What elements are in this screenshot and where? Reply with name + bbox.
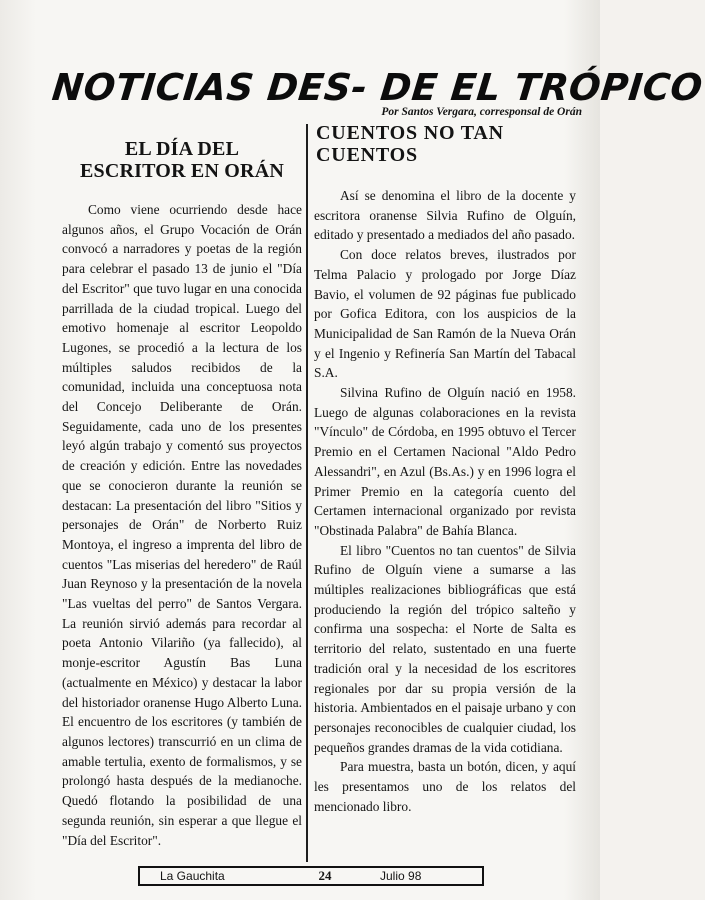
left-article	[62, 138, 302, 850]
left-article-title	[62, 138, 302, 182]
right-article-paragraph-2: Con doce relatos breves, ilustrados por Telma Palacio y prologado por Jorge Díaz Bavio, el volumen de 92 páginas fue publicado por Gofica Editora, con los auspicios de la Municipalidad de San Ramón de la Nueva Orán y el Ingenio y Refinería San Martín del Tabacal S.A.	[314, 247, 576, 381]
left-title-line-1: EL DÍA DEL	[124, 138, 240, 160]
left-title-line-2: ESCRITOR EN ORÁN	[80, 160, 284, 182]
footer-date: Julio 98	[380, 869, 422, 883]
footer-publication: La Gauchita	[160, 869, 225, 883]
section-masthead: NOTICIAS DES- DE EL TRÓPICO	[50, 66, 705, 109]
right-article-paragraph-4: El libro "Cuentos no tan cuentos" de Silvia Rufino de Olguín viene a sumarse a las múltiples realizaciones bibliográficas que está produciendo la región del trópico salteño y confirma una sospecha: el Norte de Salta es territorio del relato, sustentado en una fuerte tradición oral y la necesidad de los escritores regionales por dar su propia versión de la historia. Ambientados en el paisaje urbano y con personajes reconocibles de cualquier ciudad, los pequeños grandes dramas de la vida cotidiana.	[314, 542, 576, 755]
left-article-paragraph: Como viene ocurriendo desde hace algunos años, el Grupo Vocación de Orán convocó a narradores y poetas de la región para celebrar el pasado 13 de junio el "Día del Escritor" que tuvo lugar en una conocida parrillada de la ciudad tropical. Luego del emotivo homenaje al escritor Leopoldo Lugones, se procedió a la lectura de los múltiples saludos recibidos de la comunidad, incluida una conceptuosa nota del Concejo Deliberante de Orán. Seguidamente, cada uno de los presentes leyó algún trabajo y comentó sus proyectos de creación y edición. Entre las novedades que se conocieron durante la reunión se destacan: La presentación del libro "Sitios y personajes de Orán" de Norberto Ruiz Montoya, el ingreso a imprenta del libro de cuentos "Las miserias del heredero" de Raúl Juan Reynoso y la presentación de la novela "Las vueltas del perro" de Santos Vergara. La reunión sirvió además para recordar al poeta Antonio Vilariño (ya fallecido), al monje-escritor Agustín Bas Luna (actualmente en México) y destacar la labor del historiador oranense Hugo Alberto Luna. El encuentro de los escritores (y también de algunos lectores) transcurrió en un clima de amable tertulia, exento de formalismos, y se prolongó hasta después de la medianoche. Quedó flotando la posibilidad de una segunda reunión, sin esperar a que llegue el "Día del Escritor".	[62, 202, 302, 848]
right-article	[314, 122, 576, 817]
right-article-paragraph-1: Así se denomina el libro de la docente y escritora oranense Silvia Rufino de Olguín, editado y presentado a mediados del año pasado.	[314, 188, 576, 243]
right-article-paragraph-5: Para muestra, basta un botón, dicen, y aquí les presentamos uno de los relatos del mencionado libro.	[314, 759, 576, 814]
right-article-title	[316, 122, 576, 166]
column-divider	[306, 124, 308, 862]
footer-page-number: 24	[318, 868, 332, 883]
author-byline: Por Santos Vergara, corresponsal de Orán	[381, 106, 582, 118]
right-article-paragraph-3: Silvina Rufino de Olguín nació en 1958. Luego de algunas colaboraciones en la revista "Vínculo" de Córdoba, en 1995 obtuvo el Tercer Premio en el Certamen Nacional "Aldo Pedro Alessandri", en Azul (Bs.As.) y en 1996 logra el Primer Premio en la categoría cuento del Certamen internacional organizado por revista "Obstinada Palabra" de Bahía Blanca.	[314, 385, 576, 538]
right-title-line-2: CUENTOS	[316, 144, 418, 166]
right-title-line-1: CUENTOS NO TAN	[316, 122, 504, 144]
page-footer	[138, 866, 484, 886]
